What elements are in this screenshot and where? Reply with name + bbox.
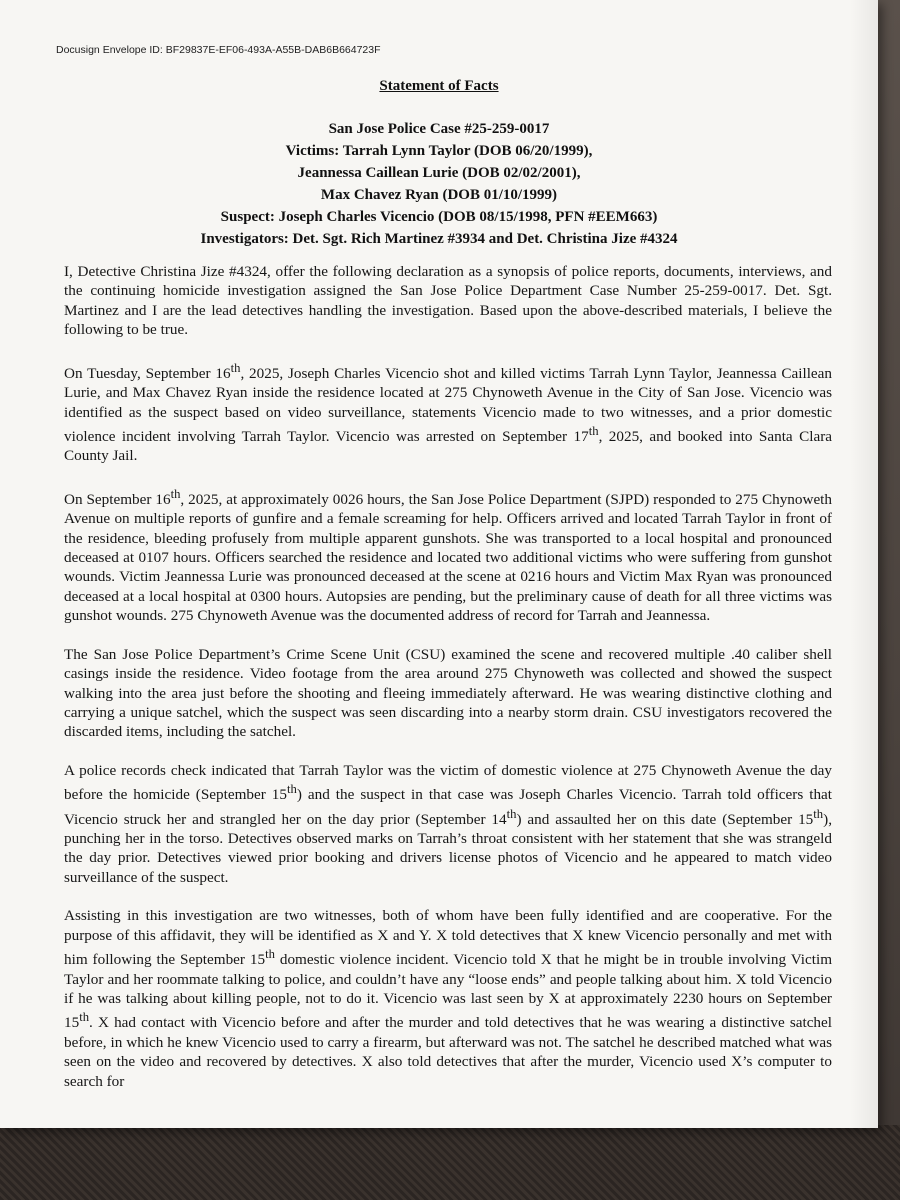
paragraph-response: On September 16th, 2025, at approximately 0026 hours, the San Jose Police Department (SJPD) responded to 275 Chynoweth Avenue on multiple reports of gunfire and a female screaming for help. Officers arrived and located Tarrah Taylor in front of the residence, bleeding profusely from multiple apparent gunshots. She was transported to a local hospital and pronounced deceased at 0107 hours. Officers searched the residence and located two additional victims who were suffering from gunshot wounds. Victim Jeannessa Lurie was pronounced deceased at the scene at 0216 hours and Victim Max Ryan was pronounced deceased at a local hospital at 0300 hours. Autopsies are pending, but the preliminary cause of death for all three victims was gunshot wounds. 275 Chynoweth Avenue was the documented address of record for Tarrah and Jeannessa. bbox=[64, 486, 832, 625]
paragraph-crime-scene: The San Jose Police Department’s Crime Scene Unit (CSU) examined the scene and recovered multiple .40 caliber shell casings inside the residence. Video footage from the area around 275 Chynoweth was collected and showed the suspect walking into the area just before the shooting and fleeing immediately afterward. He was wearing distinctive clothing and carrying a unique satchel, which the suspect was seen discarding into a nearby storm drain. CSU investigators recovered the discarded items, including the satchel. bbox=[64, 645, 832, 741]
carpet-floor bbox=[0, 1125, 900, 1200]
docusign-envelope-id: Docusign Envelope ID: BF29837E-EF06-493A-A55B-DAB6B664723F bbox=[56, 44, 381, 56]
case-header bbox=[0, 118, 878, 250]
header-victim-1: Victims: Tarrah Lynn Taylor (DOB 06/20/1999), bbox=[285, 143, 593, 159]
statement-body bbox=[64, 262, 832, 1091]
paragraph-witnesses: Assisting in this investigation are two witnesses, both of whom have been fully identified and are cooperative. For the purpose of this affidavit, they will be identified as X and Y. X told detectives that X knew Vicencio personally and met with him following the September 15th domestic violence incident. Vicencio told X that he might be in trouble involving Victim Taylor and her roommate talking to police, and couldn’t have any “loose ends” and people talking about him. X told Vicencio if he was talking about killing people, not to do it. Vicencio was last seen by X at approximately 2230 hours on September 15th. X had contact with Vicencio before and after the murder and told detectives that he was wearing a distinctive satchel before, in which he knew Vicencio used to carry a firearm, but afterward was not. The satchel he described matched what was seen on the video and recovered by detectives. X also told detectives that after the murder, Vicencio used X’s computer to search for bbox=[64, 907, 833, 1090]
header-investigators: Investigators: Det. Sgt. Rich Martinez #3934 and Det. Christina Jize #4324 bbox=[200, 231, 678, 247]
header-victim-3: Max Chavez Ryan (DOB 01/10/1999) bbox=[320, 187, 558, 203]
paragraph-summary: On Tuesday, September 16th, 2025, Joseph Charles Vicencio shot and killed victims Tarrah Lynn Taylor, Jeannessa Caillean Lurie, and Max Chavez Ryan inside the residence located at 275 Chynoweth Avenue in the City of San Jose. Vicencio was identified as the suspect based on video surveillance, statements Vicencio made to two witnesses, and a prior domestic violence incident involving Tarrah Taylor. Vicencio was arrested on September 17th, 2025, and booked into Santa Clara County Jail. bbox=[64, 360, 832, 465]
header-case-number: San Jose Police Case #25-259-0017 bbox=[328, 121, 550, 137]
header-suspect: Suspect: Joseph Charles Vicencio (DOB 08/15/1998, PFN #EEM663) bbox=[220, 209, 658, 225]
paragraph-records-check: A police records check indicated that Tarrah Taylor was the victim of domestic violence at 275 Chynoweth Avenue the day before the homicide (September 15th) and the suspect in that case was Joseph Charles Vicencio. Tarrah told officers that Vicencio struck her and strangled her on the day prior (September 14th) and assaulted her on this date (September 15th), punching her in the torso. Detectives observed marks on Tarrah’s throat consistent with her statement that she was strangeld the day prior. Detectives viewed prior booking and drivers license photos of Vicencio and he appeared to match video surveillance of the suspect. bbox=[64, 761, 833, 886]
paragraph-declaration: I, Detective Christina Jize #4324, offer the following declaration as a synopsis of police reports, documents, interviews, and the continuing homicide investigation assigned the San Jose Police Department Case Number 25-259-0017. Det. Sgt. Martinez and I are the lead detectives handling the investigation. Based upon the above-described materials, I believe the following to be true. bbox=[64, 263, 832, 339]
header-victim-2: Jeannessa Caillean Lurie (DOB 02/02/2001), bbox=[297, 165, 581, 181]
document-title: Statement of Facts bbox=[379, 78, 499, 94]
